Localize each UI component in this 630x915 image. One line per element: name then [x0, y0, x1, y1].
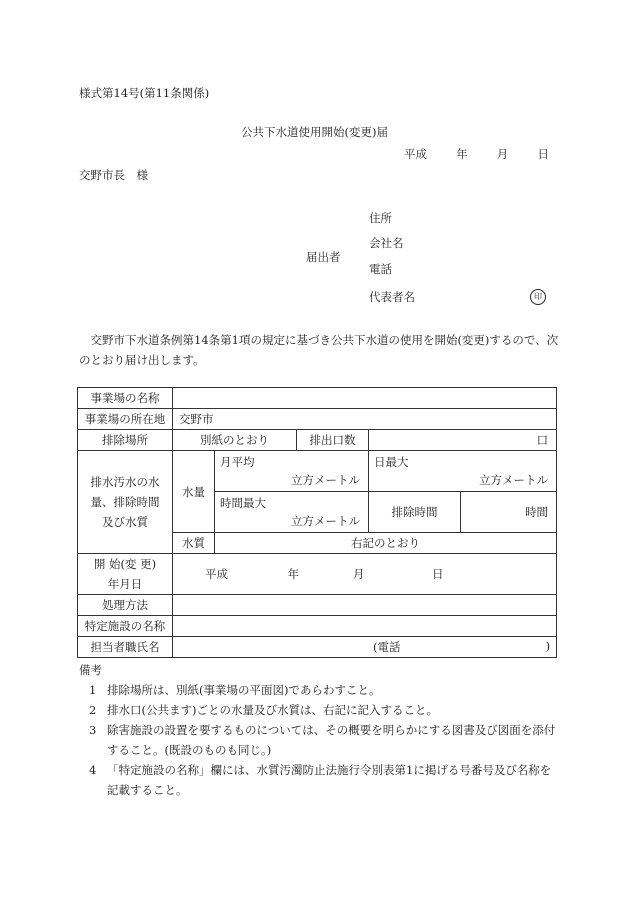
- start-date-field[interactable]: [173, 554, 557, 595]
- daily-max-field[interactable]: [369, 451, 557, 492]
- outlet-count-field[interactable]: 口: [369, 430, 557, 451]
- wastewater-label: [78, 451, 173, 554]
- start-year-unit: 年: [287, 567, 300, 581]
- intro-text: 交野市下水道条例第14条第1項の規定に基づき公共下水道の使用を開始(変更)するので、次のとおり届け出します。: [79, 333, 559, 367]
- hourly-max-unit: 立方メートル: [291, 514, 360, 528]
- notes-heading: 備考: [79, 663, 102, 677]
- facility-field[interactable]: [173, 616, 557, 637]
- wastewater-label-line3: 及び水質: [102, 515, 148, 529]
- note-text: 排水口(公共ます)ごとの水量及び水質は、右記に記入すること。: [107, 703, 438, 717]
- note-item: [79, 760, 559, 800]
- document-title: 公共下水道使用開始(変更)届: [241, 125, 388, 139]
- drain-place-value: 別紙のとおり: [173, 430, 297, 451]
- start-date-label-line1: 開 始(変 更): [93, 557, 157, 571]
- seal-mark-icon: 印: [530, 289, 546, 305]
- monthly-avg-label: 月平均: [220, 455, 255, 469]
- monthly-avg-unit: 立方メートル: [291, 473, 360, 487]
- address-label: 住所: [369, 211, 392, 225]
- business-location-field[interactable]: 交野市: [173, 409, 557, 430]
- outlet-count-label: 排出口数: [297, 430, 369, 451]
- person-field[interactable]: [173, 637, 557, 658]
- business-name-label: 事業場の名称: [78, 388, 173, 409]
- note-number: 4: [89, 763, 97, 777]
- start-month-unit: 月: [352, 567, 365, 581]
- company-label: 会社名: [369, 236, 404, 250]
- wastewater-label-line1: 排水汚水の水: [90, 475, 160, 489]
- notes-section: [79, 660, 559, 800]
- phone-close: ): [545, 639, 551, 653]
- start-date-label: [78, 554, 173, 595]
- note-item: [79, 700, 559, 720]
- facility-label: 特定施設の名称: [78, 616, 173, 637]
- quality-value: 右記のとおり: [215, 533, 557, 554]
- daily-max-unit: 立方メートル: [479, 473, 549, 487]
- drain-time-field[interactable]: 時間: [461, 492, 557, 533]
- phone-open: (電話: [373, 640, 401, 654]
- daily-max-label: 日最大: [374, 455, 409, 469]
- application-table: [77, 387, 557, 658]
- phone-label: 電話: [369, 262, 392, 276]
- business-name-field[interactable]: [173, 388, 557, 409]
- note-item: [79, 680, 559, 700]
- business-location-label: 事業場の所在地: [78, 409, 173, 430]
- volume-label: 水量: [173, 451, 215, 533]
- representative-label: 代表者名: [369, 290, 415, 304]
- date-line: 平成 年 月 日: [404, 147, 549, 161]
- note-item: [79, 720, 559, 760]
- monthly-avg-field[interactable]: [215, 451, 369, 492]
- start-day-unit: 日: [431, 567, 444, 581]
- start-era: 平成: [205, 567, 228, 581]
- hourly-max-label: 時間最大: [220, 496, 266, 510]
- note-number: 1: [89, 683, 97, 697]
- person-label: 担当者職氏名: [78, 637, 173, 658]
- form-number: 様式第14号(第11条関係): [79, 86, 210, 100]
- treatment-label: 処理方法: [78, 595, 173, 616]
- drain-place-label: 排除場所: [78, 430, 173, 451]
- hourly-max-field[interactable]: [215, 492, 369, 533]
- note-text: 「特定施設の名称」欄には、水質汚濁防止法施行令別表第1に掲げる号番号及び名称を記載すること。: [107, 763, 552, 797]
- note-number: 2: [89, 703, 97, 717]
- note-text: 排除場所は、別紙(事業場の平面図)であらわすこと。: [107, 683, 381, 697]
- quality-label: 水質: [173, 533, 215, 554]
- note-number: 3: [89, 723, 97, 737]
- start-date-label-line2: 年月日: [107, 577, 143, 591]
- note-text: 除害施設の設置を要するものについては、その概要を明らかにする図書及び図面を添付すること。(既設のものも同じ。): [107, 723, 556, 757]
- treatment-field[interactable]: [173, 595, 557, 616]
- wastewater-label-line2: 量、排除時間: [90, 495, 160, 509]
- applicant-label: 届出者: [306, 250, 341, 264]
- addressee: 交野市長 様: [79, 168, 148, 182]
- drain-time-label: 排除時間: [369, 492, 461, 533]
